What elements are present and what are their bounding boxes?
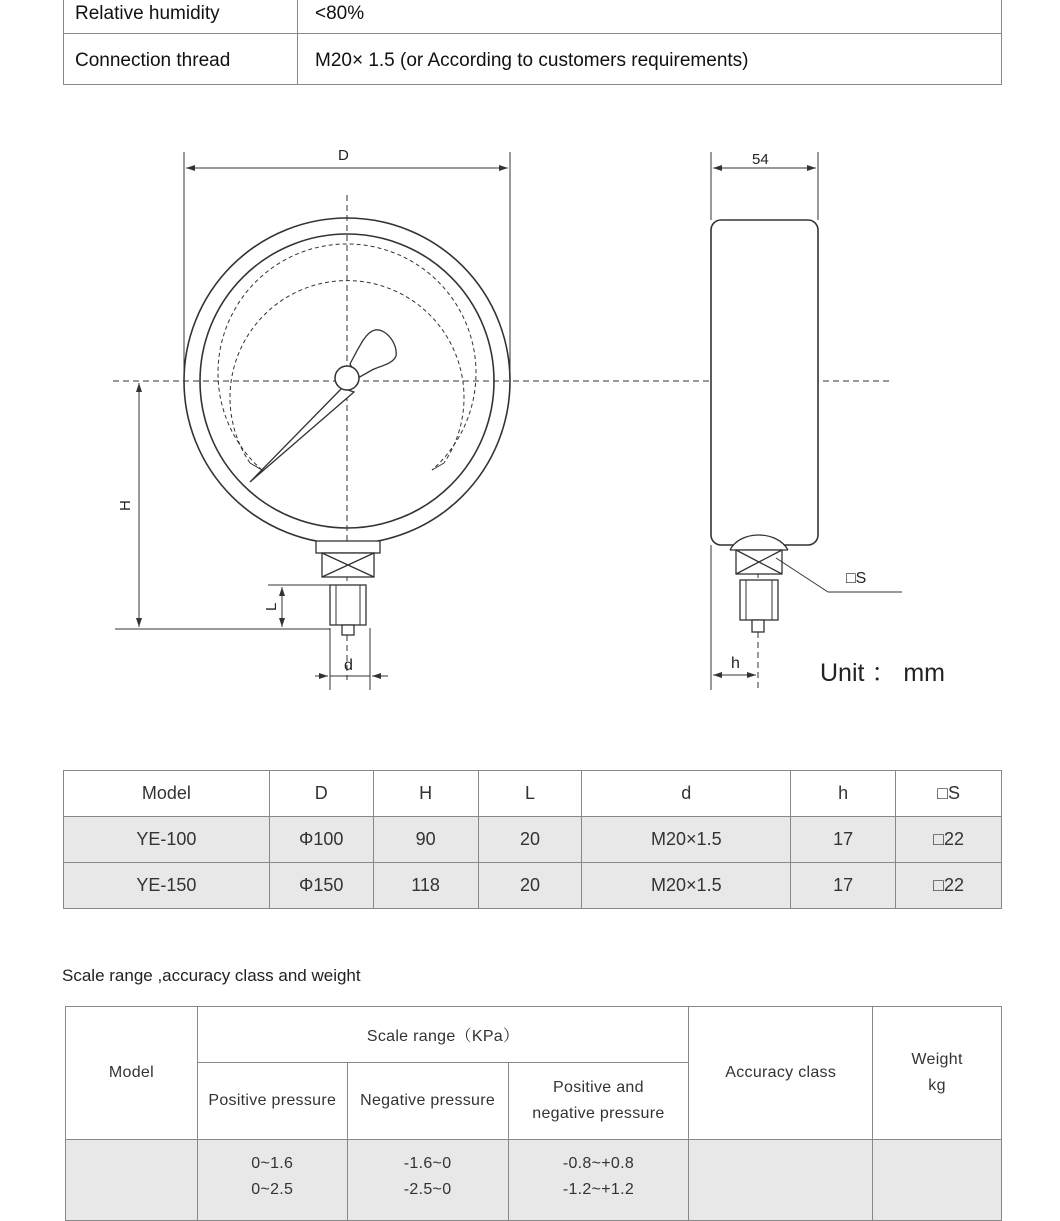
range-value: -0.8~+0.8 [562, 1155, 635, 1172]
table-cell: Φ100 [269, 817, 373, 863]
unit-label: Unit ： mm [820, 659, 946, 687]
table-cell: YE-100 [64, 817, 270, 863]
spec-value: <80% [298, 0, 1002, 34]
header-cell: Model [64, 771, 270, 817]
header-cell: H [373, 771, 478, 817]
spec-table [63, 0, 1002, 85]
table-cell: 17 [791, 817, 896, 863]
spec-key: Connection thread [64, 34, 298, 85]
header-scale-range: Scale range（KPa） [197, 1007, 688, 1063]
section-title: Scale range ,accuracy class and weight [62, 966, 361, 985]
header-positive: Positive pressure [197, 1063, 347, 1140]
weight-cell [873, 1140, 1002, 1221]
gauge-needle [250, 388, 354, 482]
dim-label-H: H [117, 500, 134, 511]
header-accuracy: Accuracy class [689, 1007, 873, 1140]
dim-label-D: D [338, 147, 349, 164]
range-value: -1.2~+1.2 [562, 1181, 635, 1198]
header-cell: h [791, 771, 896, 817]
table-row [64, 817, 1002, 863]
header-pos-neg [508, 1063, 689, 1140]
table-cell: 90 [373, 817, 478, 863]
header-cell: D [269, 771, 373, 817]
table-cell: □22 [896, 817, 1002, 863]
dim-label-L: L [263, 602, 280, 611]
spec-row [64, 34, 1002, 85]
negative-cell [347, 1140, 508, 1221]
spec-row [64, 0, 1002, 34]
table-cell: M20×1.5 [582, 863, 791, 909]
accuracy-cell [689, 1140, 873, 1221]
gauge-side-case [711, 220, 818, 545]
positive-cell [197, 1140, 347, 1221]
weight-unit: kg [928, 1077, 946, 1094]
table-cell: 17 [791, 863, 896, 909]
pos-neg-cell [508, 1140, 689, 1221]
header-pos-neg-line2: negative pressure [532, 1105, 665, 1122]
range-value: 0~2.5 [251, 1181, 294, 1198]
spec-key: Relative humidity [64, 0, 298, 34]
header-negative: Negative pressure [347, 1063, 508, 1140]
header-model: Model [66, 1007, 198, 1140]
table-cell: 20 [478, 863, 582, 909]
dim-label-S: □S [846, 570, 867, 587]
dimension-header-row [64, 771, 1002, 817]
table-cell: 118 [373, 863, 478, 909]
spec-value: M20× 1.5 (or According to customers requirements) [298, 34, 1002, 85]
weight-label: Weight [911, 1051, 963, 1068]
header-cell: L [478, 771, 582, 817]
table-row [66, 1140, 1002, 1221]
table-cell: Φ150 [269, 863, 373, 909]
range-value: -2.5~0 [403, 1181, 452, 1198]
table-cell: M20×1.5 [582, 817, 791, 863]
dim-label-54: 54 [752, 151, 769, 168]
table-cell: 20 [478, 817, 582, 863]
model-cell [66, 1140, 198, 1221]
header-pos-neg-line1: Positive and [553, 1079, 644, 1096]
table-cell: YE-150 [64, 863, 270, 909]
range-value: 0~1.6 [251, 1155, 294, 1172]
range-value: -1.6~0 [403, 1155, 452, 1172]
header-cell: d [582, 771, 791, 817]
dimension-table [63, 770, 1002, 909]
dim-label-d: d [344, 657, 353, 674]
header-weight [873, 1007, 1002, 1140]
scale-range-table [65, 1006, 1002, 1221]
gauge-dimension-drawing [0, 130, 1060, 710]
table-cell: □22 [896, 863, 1002, 909]
table-row [64, 863, 1002, 909]
header-cell: □S [896, 771, 1002, 817]
dim-label-h: h [731, 655, 740, 672]
